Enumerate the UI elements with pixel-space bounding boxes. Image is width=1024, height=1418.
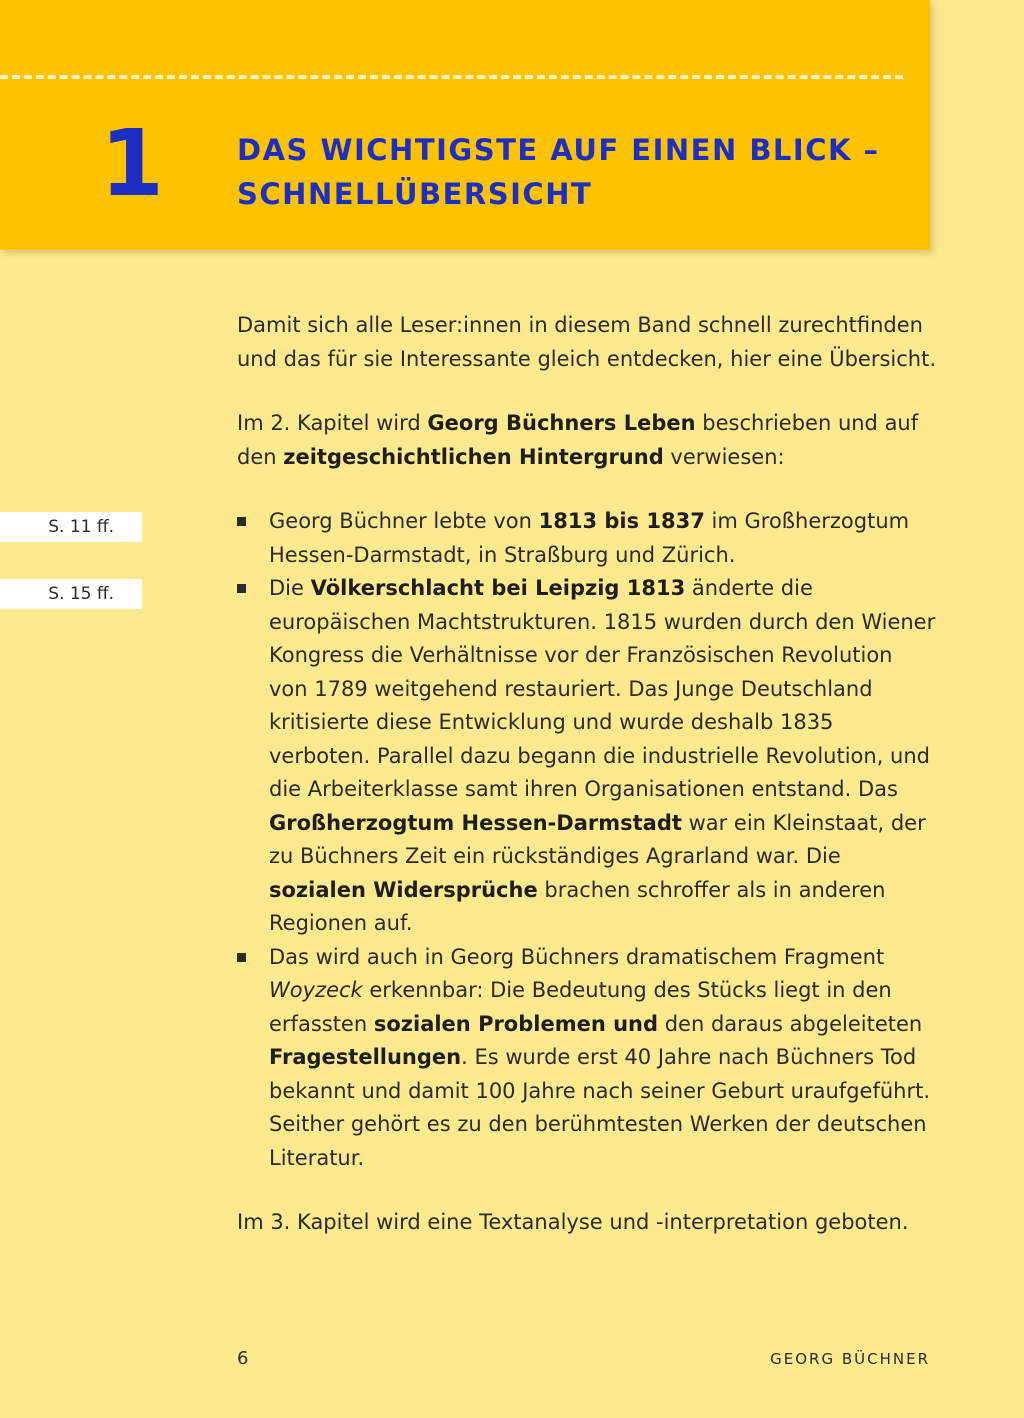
square-bullet-icon xyxy=(237,953,246,962)
text-run: änderte die europäischen Machtstrukturen. 1815 wurden durch den Wiener Kongress die Verhältnisse vor der Französischen Revolution von 1789 weitgehend restauriert. Das Junge Deutschland kritisierte diese Entwicklung und wurde deshalb 1835 verboten. Parallel dazu begann die industrielle Revolution, und die Arbeiterklasse samt ihren Organisationen entstand. Das xyxy=(269,576,936,801)
square-bullet-icon xyxy=(237,517,246,526)
chapter-title xyxy=(237,128,897,216)
dashed-divider xyxy=(0,75,903,79)
main-text xyxy=(237,309,937,1240)
chapter-title-line-1: DAS WICHTIGSTE AUF EINEN BLICK – xyxy=(237,133,880,167)
bold-run: Großherzogtum Hessen-Darmstadt xyxy=(269,810,682,835)
bullet-list xyxy=(237,505,937,1175)
list-item xyxy=(237,941,937,1176)
text-run: Die xyxy=(269,576,311,600)
intro-paragraph: Damit sich alle Leser:innen in diesem Band schnell zurechtfinden und das für sie Interessante gleich entdecken, hier eine Übersicht. xyxy=(237,313,936,371)
running-footer-author: GEORG BÜCHNER xyxy=(770,1350,930,1368)
list-item xyxy=(237,572,937,941)
text-run: Im 2. Kapitel wird xyxy=(237,411,428,435)
page-number: 6 xyxy=(237,1348,249,1369)
list-item xyxy=(237,505,937,572)
text-run: Das wird auch in Georg Büchners dramatischem Fragment xyxy=(269,944,885,969)
text-run: im Großherzogtum Hessen-Darmstadt, in Straßburg und Zürich. xyxy=(269,509,910,567)
bold-run: 1813 bis 1837 xyxy=(538,509,705,533)
margin-page-ref-1: S. 11 ff. xyxy=(0,512,142,542)
chapter-3-paragraph: Im 3. Kapitel wird eine Textanalyse und -interpretation geboten. xyxy=(237,1210,909,1234)
margin-page-ref-2: S. 15 ff. xyxy=(0,579,142,609)
chapter-number: 1 xyxy=(100,110,165,217)
italic-title: Woyzeck xyxy=(269,978,363,1002)
text-run: den daraus abgeleiteten xyxy=(658,1011,923,1036)
text-run: verwiesen: xyxy=(663,444,785,469)
bold-run: Georg Büchners Leben xyxy=(427,411,696,435)
text-run: Georg Büchner lebte von xyxy=(269,509,539,533)
text-run: war ein Kleinstaat, der zu Büchners Zeit ein rückständiges Agrarland war. Die xyxy=(269,810,926,868)
bold-run: zeitgeschichtlichen Hintergrund xyxy=(283,444,664,469)
bold-run: Völkerschlacht bei Leipzig 1813 xyxy=(310,576,686,600)
bold-run: sozialen Widersprüche xyxy=(269,877,538,902)
text-run: erkennbar: Die Bedeutung des Stücks liegt in den erfassten xyxy=(269,978,892,1036)
chapter-title-line-2: SCHNELLÜBERSICHT xyxy=(237,177,593,211)
text-run: beschrieben und auf den xyxy=(237,411,919,469)
text-run: . Es wurde erst 40 Jahre nach Büchners Tod bekannt und damit 100 Jahre nach seiner Geburt uraufgeführt. Seither gehört es zu den berühmtesten Werken der deutschen Literatur. xyxy=(269,1045,930,1170)
chapter-2-paragraph xyxy=(237,407,937,474)
chapter-header xyxy=(0,0,930,250)
square-bullet-icon xyxy=(237,584,246,593)
bold-run: Fragestellungen xyxy=(269,1045,462,1069)
bold-run: sozialen Problemen und xyxy=(373,1011,659,1036)
text-run: brachen schroffer als in anderen Regionen auf. xyxy=(269,877,886,935)
